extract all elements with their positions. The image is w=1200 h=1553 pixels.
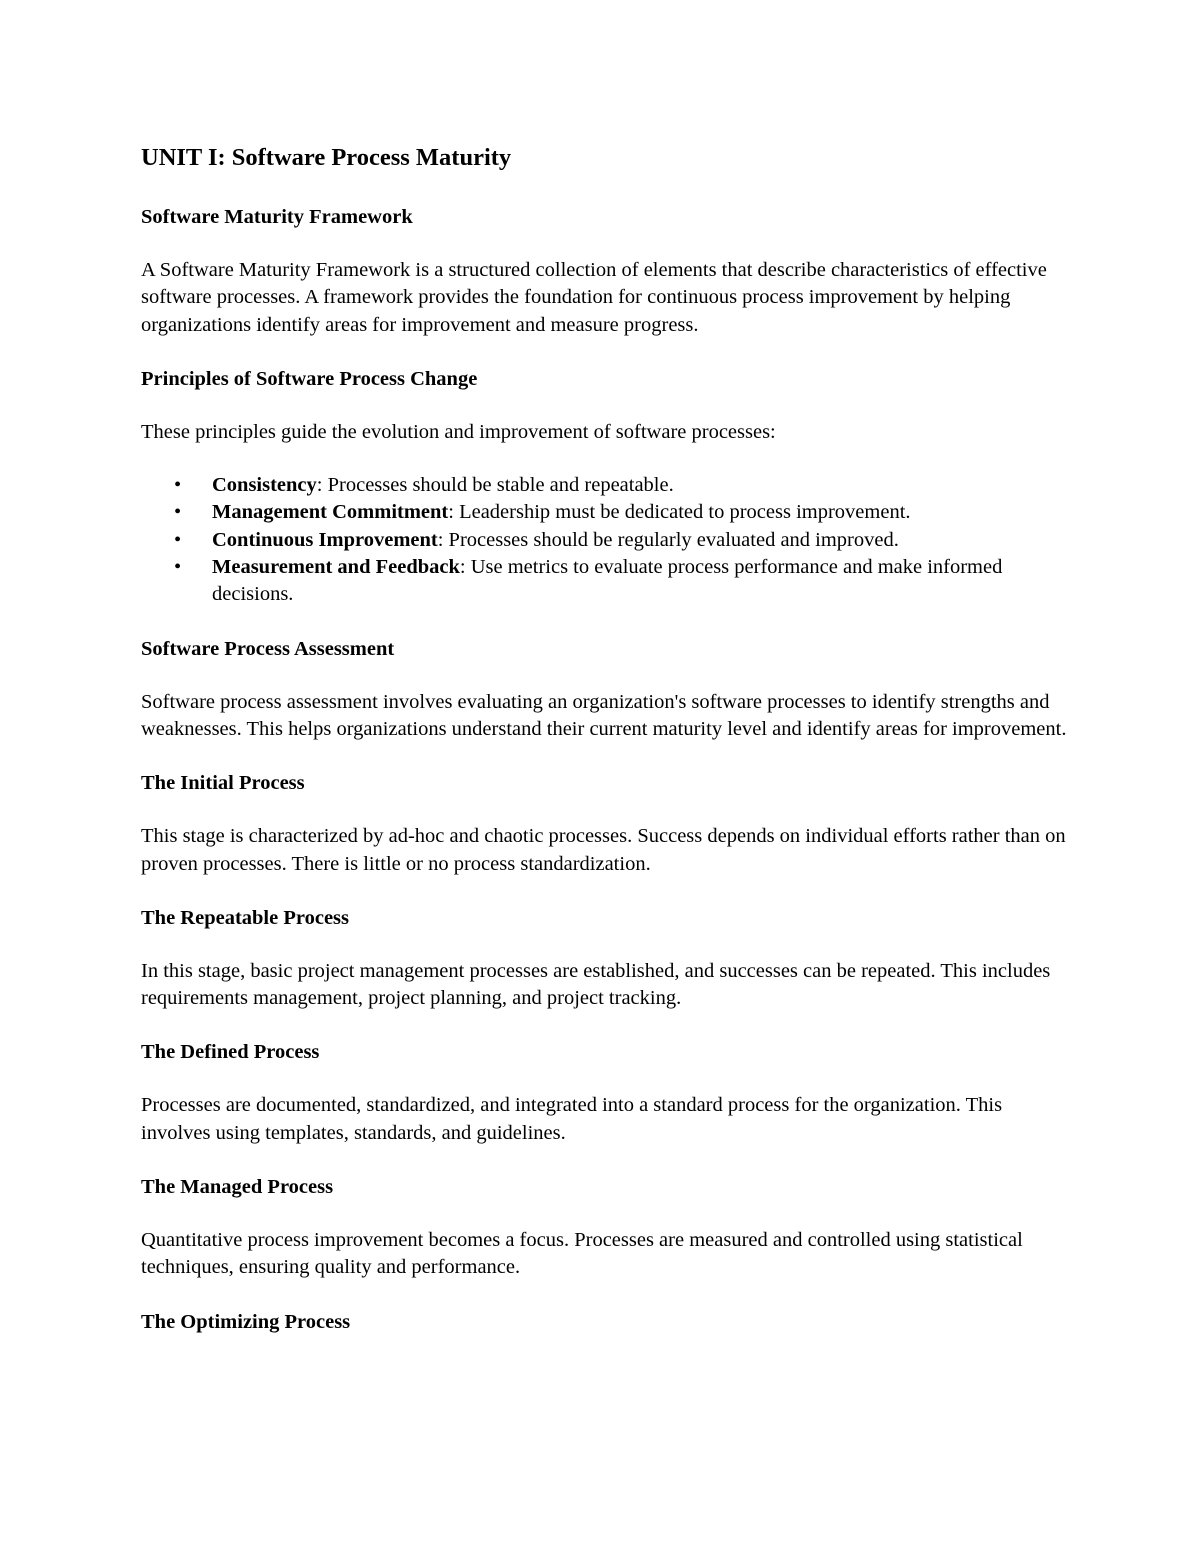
list-item [141, 527, 1076, 554]
page-title: UNIT I: Software Process Maturity [141, 144, 512, 171]
section-text-assessment: Software process assessment involves evaluating an organization's software processes to identify strengths and weaknesses. This helps organizations understand their current maturity level and identify areas for improvement. [141, 690, 1067, 740]
bullet-icon: • [174, 501, 182, 524]
list-item [141, 472, 1076, 499]
section-text-principles: These principles guide the evolution and improvement of software processes: [141, 420, 776, 443]
list-item-term: Consistency [212, 474, 317, 497]
principles-list [141, 472, 1076, 608]
section-text-initial: This stage is characterized by ad-hoc and chaotic processes. Success depends on individual efforts rather than on proven processes. There is little or no process standardization. [141, 825, 1066, 875]
list-item-term: Continuous Improvement [212, 528, 438, 551]
section-heading-assessment: Software Process Assessment [141, 637, 395, 660]
section-text-defined: Processes are documented, standardized, and integrated into a standard process for the organization. This involves using templates, standards, and guidelines. [141, 1094, 1003, 1144]
section-heading-managed: The Managed Process [141, 1176, 334, 1199]
section-text-maturity-framework: A Software Maturity Framework is a structured collection of elements that describe characteristics of effective software processes. A framework provides the foundation for continuous process improvement by helping organizations identify areas for improvement and measure progress. [141, 259, 1047, 336]
list-item-desc: : Use metrics to evaluate process performance and make informed decisions. [212, 556, 1003, 606]
section-heading-defined: The Defined Process [141, 1041, 320, 1064]
section-text-repeatable: In this stage, basic project management processes are established, and successes can be repeated. This includes requirements management, project planning, and project tracking. [141, 959, 1051, 1010]
list-item-desc: : Processes should be stable and repeatable. [316, 474, 674, 497]
bullet-icon: • [174, 556, 182, 579]
document-body [141, 141, 1076, 1362]
section-heading-maturity-framework: Software Maturity Framework [141, 206, 413, 228]
section-heading-initial: The Initial Process [141, 772, 305, 795]
bullet-icon: • [174, 528, 182, 551]
list-item-desc: : Processes should be regularly evaluated and improved. [437, 528, 899, 551]
section-text-managed: Quantitative process improvement becomes a focus. Processes are measured and controlled using statistical techniques, ensuring quality and performance. [141, 1229, 1023, 1279]
section-heading-principles: Principles of Software Process Change [141, 367, 478, 390]
list-item-term: Management Commitment [212, 501, 449, 524]
section-heading-optimizing: The Optimizing Process [141, 1310, 351, 1333]
list-item-desc: : Leadership must be dedicated to process improvement. [448, 501, 911, 524]
bullet-icon: • [174, 474, 182, 497]
list-item [141, 499, 1076, 526]
list-item [141, 554, 1076, 609]
section-heading-repeatable: The Repeatable Process [141, 906, 350, 929]
list-item-term: Measurement and Feedback [212, 556, 460, 579]
